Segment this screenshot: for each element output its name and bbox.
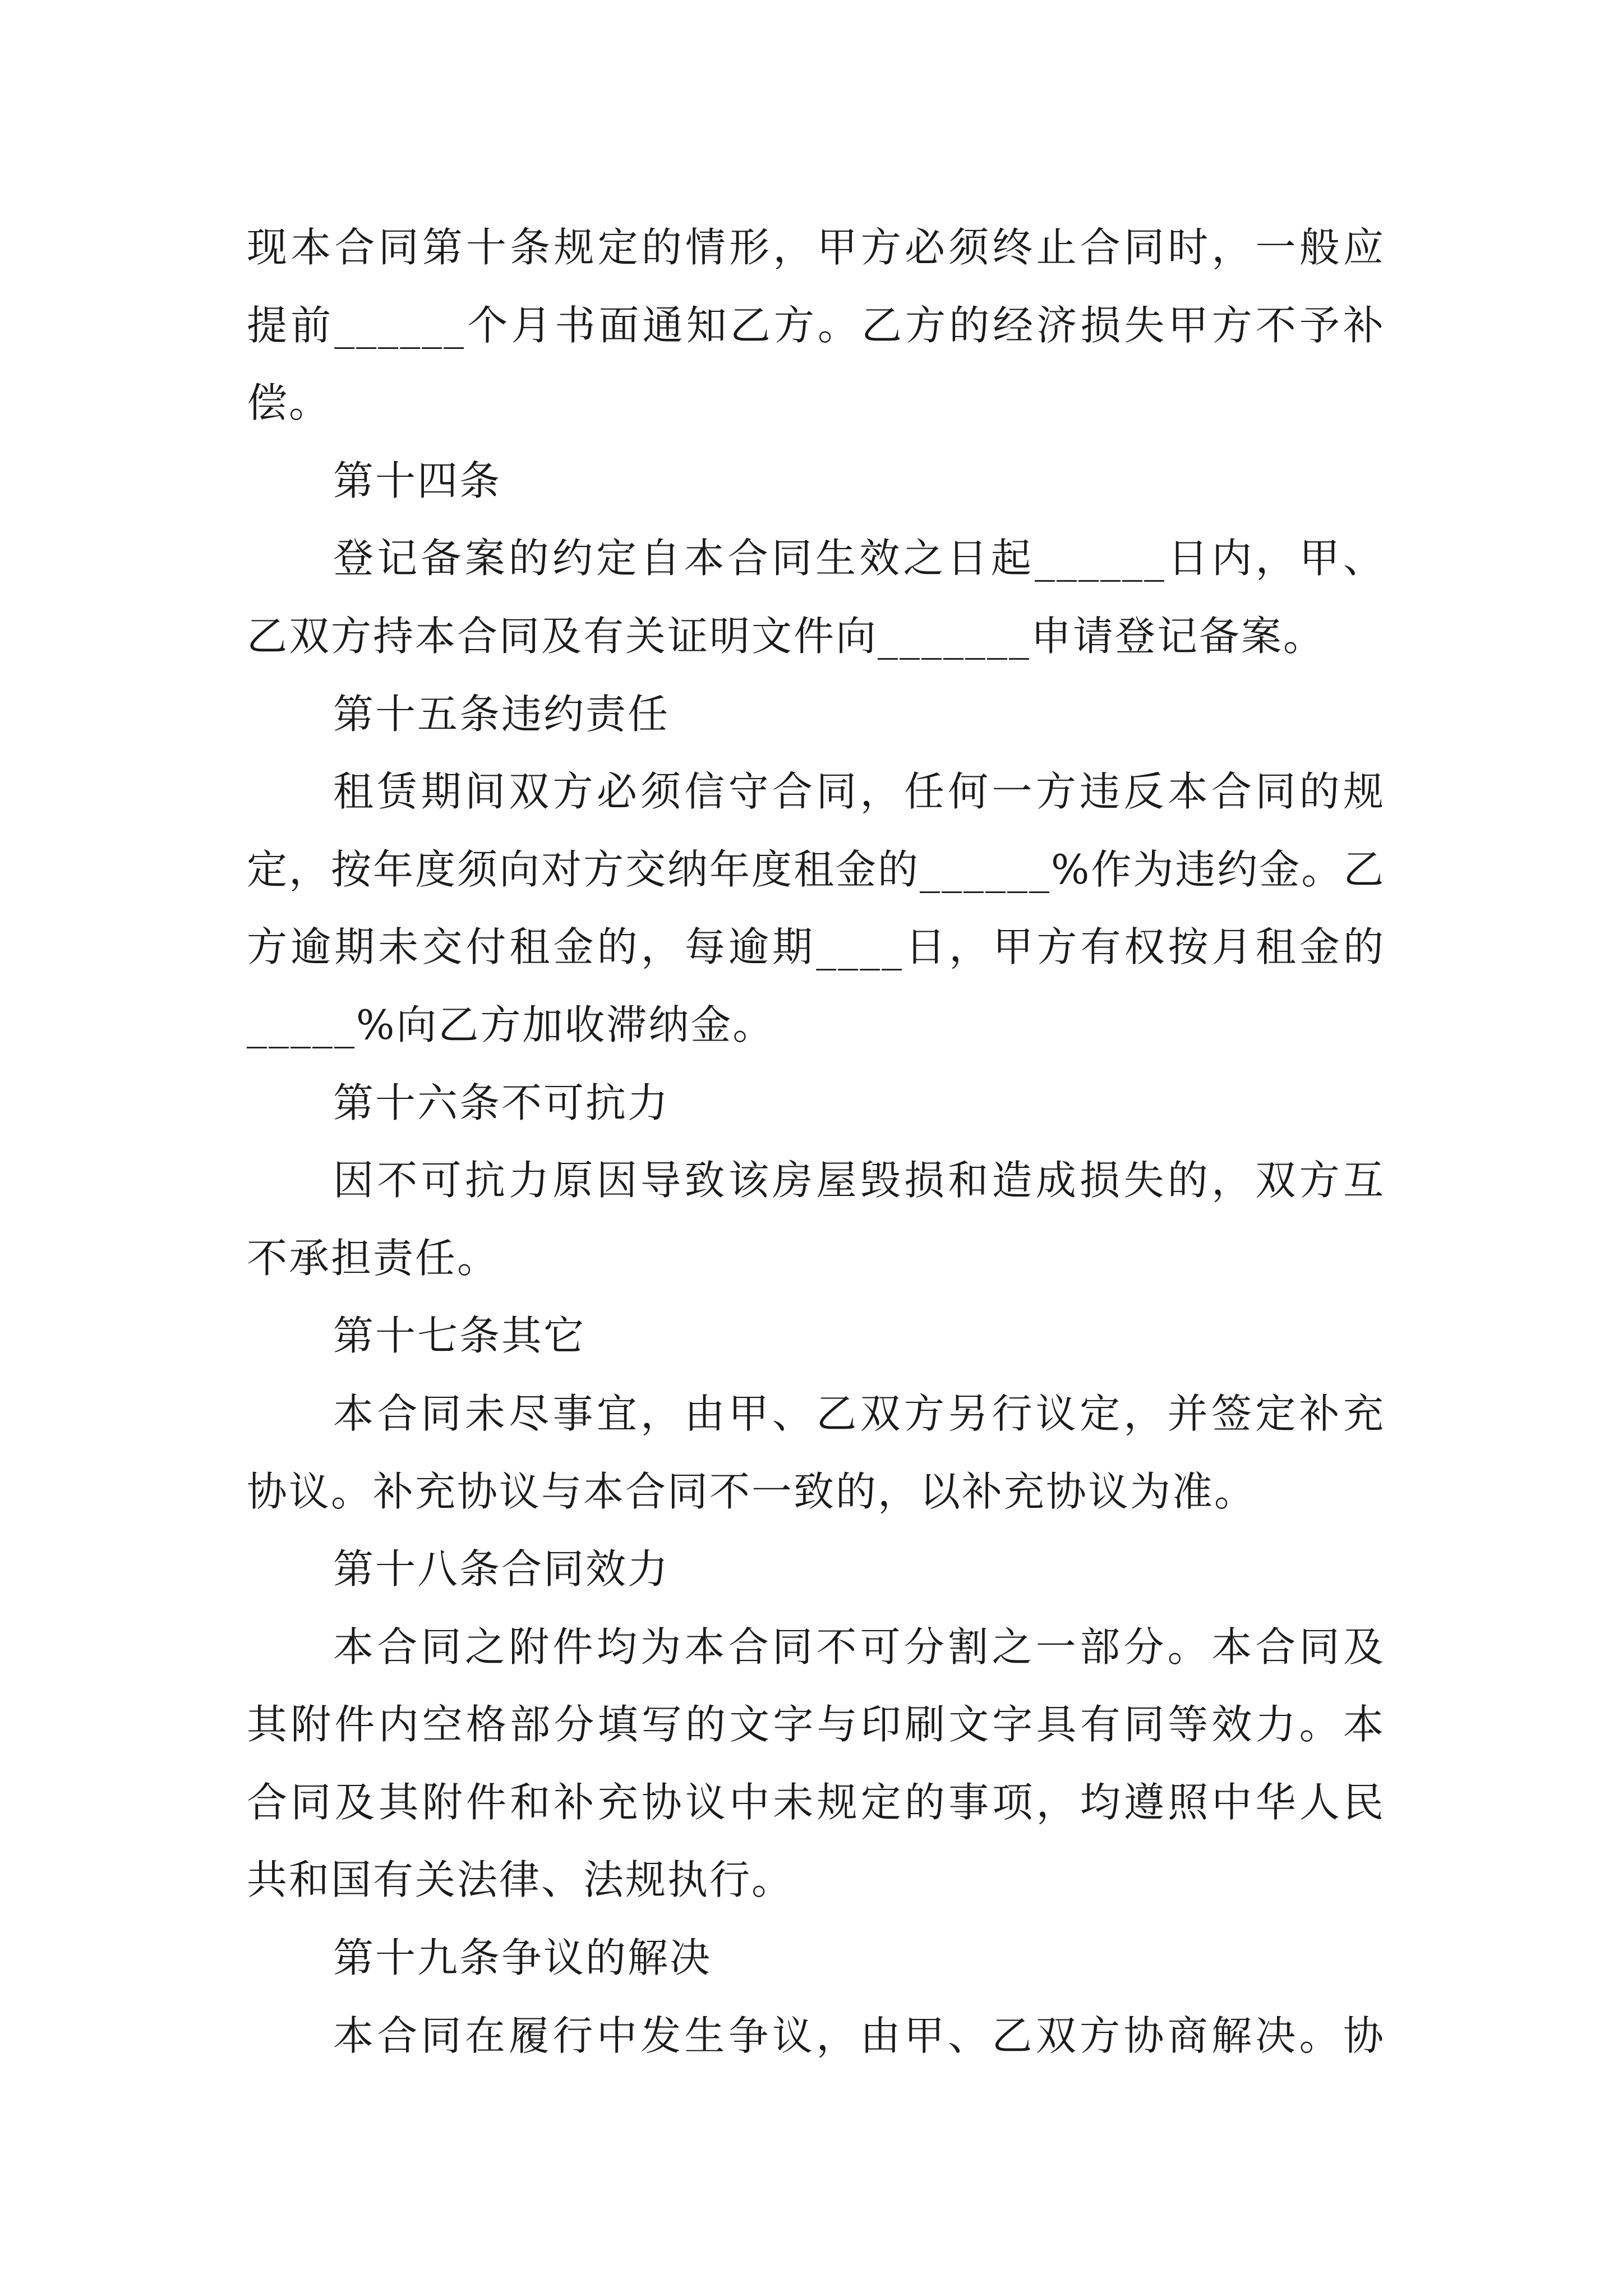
article-heading: 第十八条合同效力 (333, 1545, 670, 1593)
article-heading: 第十六条不可抗力 (333, 1079, 670, 1126)
text-line: _____%向乙方加收滞纳金。 (247, 1001, 775, 1048)
article-heading: 第十七条其它 (333, 1312, 586, 1360)
article-heading: 第十四条 (333, 457, 502, 504)
text-line: 登记备案的约定自本合同生效之日起______日内，甲、 (333, 535, 1385, 582)
article-heading: 第十五条违约责任 (333, 690, 670, 738)
text-line: 不承担责任。 (247, 1234, 500, 1282)
text-line: 共和国有关法律、法规执行。 (247, 1856, 794, 1904)
text-line: 协议。补充协议与本合同不一致的，以补充协议为准。 (247, 1467, 1257, 1515)
text-line: 定，按年度须向对方交纳年度租金的______%作为违约金。乙 (247, 845, 1386, 893)
text-line: 本合同在履行中发生争议，由甲、乙双方协商解决。协 (333, 2012, 1385, 2059)
document-body (247, 209, 1385, 2074)
text-line: 租赁期间双方必须信守合同，任何一方违反本合同的规 (333, 768, 1385, 816)
article-heading: 第十九条争议的解决 (333, 1934, 712, 1982)
text-line: 本合同之附件均为本合同不可分割之一部分。本合同及 (333, 1623, 1385, 1671)
text-line: 其附件内空格部分填写的文字与印刷文字具有同等效力。本 (247, 1701, 1385, 1749)
text-line: 合同及其附件和补充协议中未规定的事项，均遵照中华人民 (247, 1778, 1385, 1826)
text-line: 方逾期未交付租金的，每逾期____日，甲方有权按月租金的 (247, 923, 1385, 971)
text-line: 因不可抗力原因导致该房屋毁损和造成损失的，双方互 (333, 1157, 1385, 1204)
text-line: 提前______个月书面通知乙方。乙方的经济损失甲方不予补 (247, 301, 1385, 349)
text-line: 偿。 (247, 379, 331, 427)
text-line: 乙双方持本合同及有关证明文件向_______申请登记备案。 (247, 612, 1326, 660)
text-line: 本合同未尽事宜，由甲、乙双方另行议定，并签定补充 (333, 1389, 1385, 1437)
text-line: 现本合同第十条规定的情形，甲方必须终止合同时，一般应 (247, 224, 1385, 271)
